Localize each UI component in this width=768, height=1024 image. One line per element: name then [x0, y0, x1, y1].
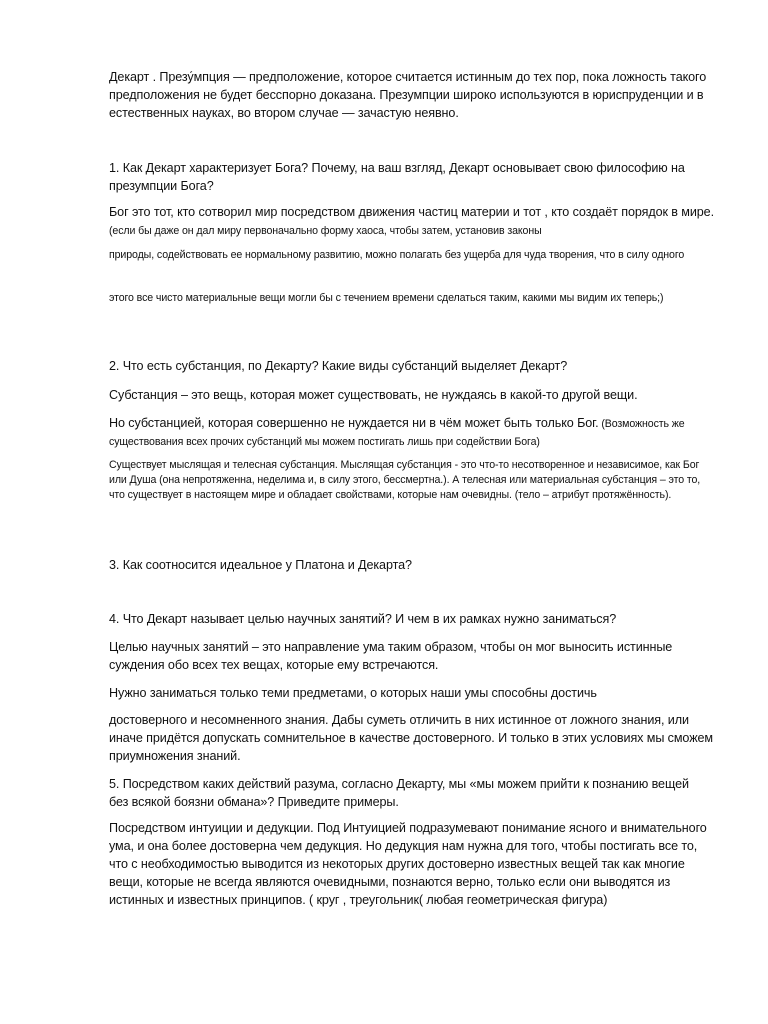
- answer-1-paragraph: [109, 203, 714, 239]
- answer-2-definition: Субстанция – это вещь, которая может существовать, не нуждаясь в какой-то другой вещи.: [109, 388, 638, 402]
- answer-2-god: [109, 414, 714, 450]
- intro-paragraph: Декарт . Презу́мпция — предположение, которое считается истинным до тех пор, пока ложность такого предположения не будет бесспорно доказана. Презумпции широко используются в юриспруденции и в естественных науках, во втором случае — зачастую неявно.: [109, 70, 707, 120]
- question-5: 5. Посредством каких действий разума, согласно Декарту, мы «мы можем прийти к познанию вещей без всякой боязни обмана»? Приведите примеры.: [109, 777, 689, 809]
- question-3: 3. Как соотносится идеальное у Платона и Декарта?: [109, 558, 412, 572]
- question-4: 4. Что Декарт называет целью научных занятий? И чем в их рамках нужно заниматься?: [109, 612, 617, 626]
- answer-4-knowledge: достоверного и несомненного знания. Дабы суметь отличить в них истинное от ложного знания, или иначе придётся допускать сомнительное в качестве достоверного. И только в этих условиях мы сможем приумножения знаний.: [109, 713, 713, 763]
- answer-1-note-2: природы, содействовать ее нормальному развитию, можно полагать без ущерба для чуда творения, что в силу одного: [109, 249, 685, 261]
- question-2: 2. Что есть субстанция, по Декарту? Какие виды субстанций выделяет Декарт?: [109, 359, 568, 373]
- answer-2-god-note: (Возможность же существования всех прочих субстанций мы можем постигать лишь при содействии Бога): [109, 418, 685, 448]
- answer-4-subjects: Нужно заниматься только теми предметами, о которых наши умы способны достичь: [109, 686, 597, 700]
- answer-4-goal: Целью научных занятий – это направление ума таким образом, чтобы он мог выносить истинные суждения обо всех тех вещах, которые ему встречаются.: [109, 640, 673, 672]
- answer-2-god-main: Но субстанцией, которая совершенно не нуждается ни в чём может быть только Бог.: [109, 416, 599, 430]
- answer-1-note-3: этого все чисто материальные вещи могли бы с течением времени сделаться таким, какими мы видим их теперь;): [109, 292, 664, 304]
- answer-2-substances: Существует мыслящая и телесная субстанция. Мыслящая субстанция - это что-то несотворенное и независимое, как Бог или Душа (она непротяженна, неделима и, в силу этого, бессмертна.). А телесная или материальная субстанция – это то, что существует в настоящем мире и обладает свойствами, которые нам очевидны. (тело – атрибут протяжённость).: [109, 459, 701, 501]
- answer-1-note: (если бы даже он дал миру первоначально форму хаоса, чтобы затем, установив законы: [109, 225, 542, 237]
- answer-1-main: Бог это тот, кто сотворил мир посредством движения частиц материи и тот , кто создаёт порядок в мире.: [109, 205, 714, 219]
- answer-5: Посредством интуиции и дедукции. Под Интуицией подразумевают понимание ясного и внимательного ума, и она более достоверна чем дедукция. Но дедукция нам нужна для того, чтобы постигать все то, что с необходимостью выводится из некоторых других достоверно известных вещей так как многие вещи, которые не всегда являются очевидными, познаются верно, только если они выводятся из истинных и известных принципов. ( круг , треугольник( любая геометрическая фигура): [109, 821, 707, 907]
- question-1: 1. Как Декарт характеризует Бога? Почему, на ваш взгляд, Декарт основывает свою философию на презумпции Бога?: [109, 161, 685, 193]
